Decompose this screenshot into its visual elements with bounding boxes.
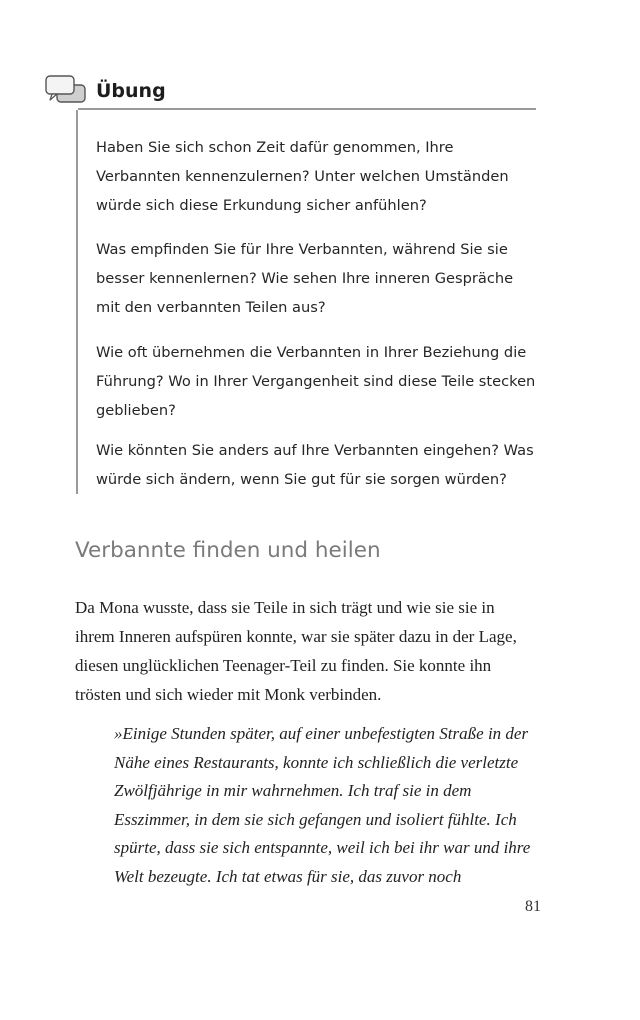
exercise-title: Übung <box>96 80 166 102</box>
body-paragraph: Da Mona wusste, dass sie Teile in sich trägt und wie sie sie in ihrem Inneren aufspüren konnte, war sie später dazu in der Lage, diesen unglücklichen Teenager-Teil zu finden. Sie konnte ihn trösten und sich wieder mit Monk verbinden. <box>75 598 517 704</box>
exercise-question-2: Was empfinden Sie für Ihre Verbannten, während Sie sie besser kennenlernen? Wie sehen Ihre inneren Gespräche mit den verbannten Teilen aus? <box>96 241 514 316</box>
exercise-header <box>44 72 536 112</box>
exercise-box <box>76 110 538 494</box>
page-number: 81 <box>525 898 541 915</box>
exercise-question-3: Wie oft übernehmen die Verbannten in Ihrer Beziehung die Führung? Wo in Ihrer Vergangenheit sind diese Teile stecken geblieben? <box>96 344 536 419</box>
exercise-question-4: Wie könnten Sie anders auf Ihre Verbannten eingehen? Was würde sich ändern, wenn Sie gut für sie sorgen würden? <box>96 442 534 488</box>
exercise-question-1: Haben Sie sich schon Zeit dafür genommen, Ihre Verbannten kennenzulernen? Unter welchen Umständen würde sich diese Erkundung sicher anfühlen? <box>96 139 509 214</box>
quote-paragraph: »Einige Stunden später, auf einer unbefestigten Straße in der Nähe eines Restaurants, konnte ich schließlich die verletzte Zwölfjährige in mir wahrnehmen. Ich traf sie in dem Esszimmer, in dem sie sich gefangen und isoliert fühlte. Ich spürte, dass sie sich entspannte, weil ich bei ihr war und ihre Welt bezeugte. Ich tat etwas für sie, das zuvor noch <box>114 724 531 886</box>
speech-bubbles-icon <box>44 74 88 104</box>
section-heading: Verbannte finden und heilen <box>75 538 381 563</box>
